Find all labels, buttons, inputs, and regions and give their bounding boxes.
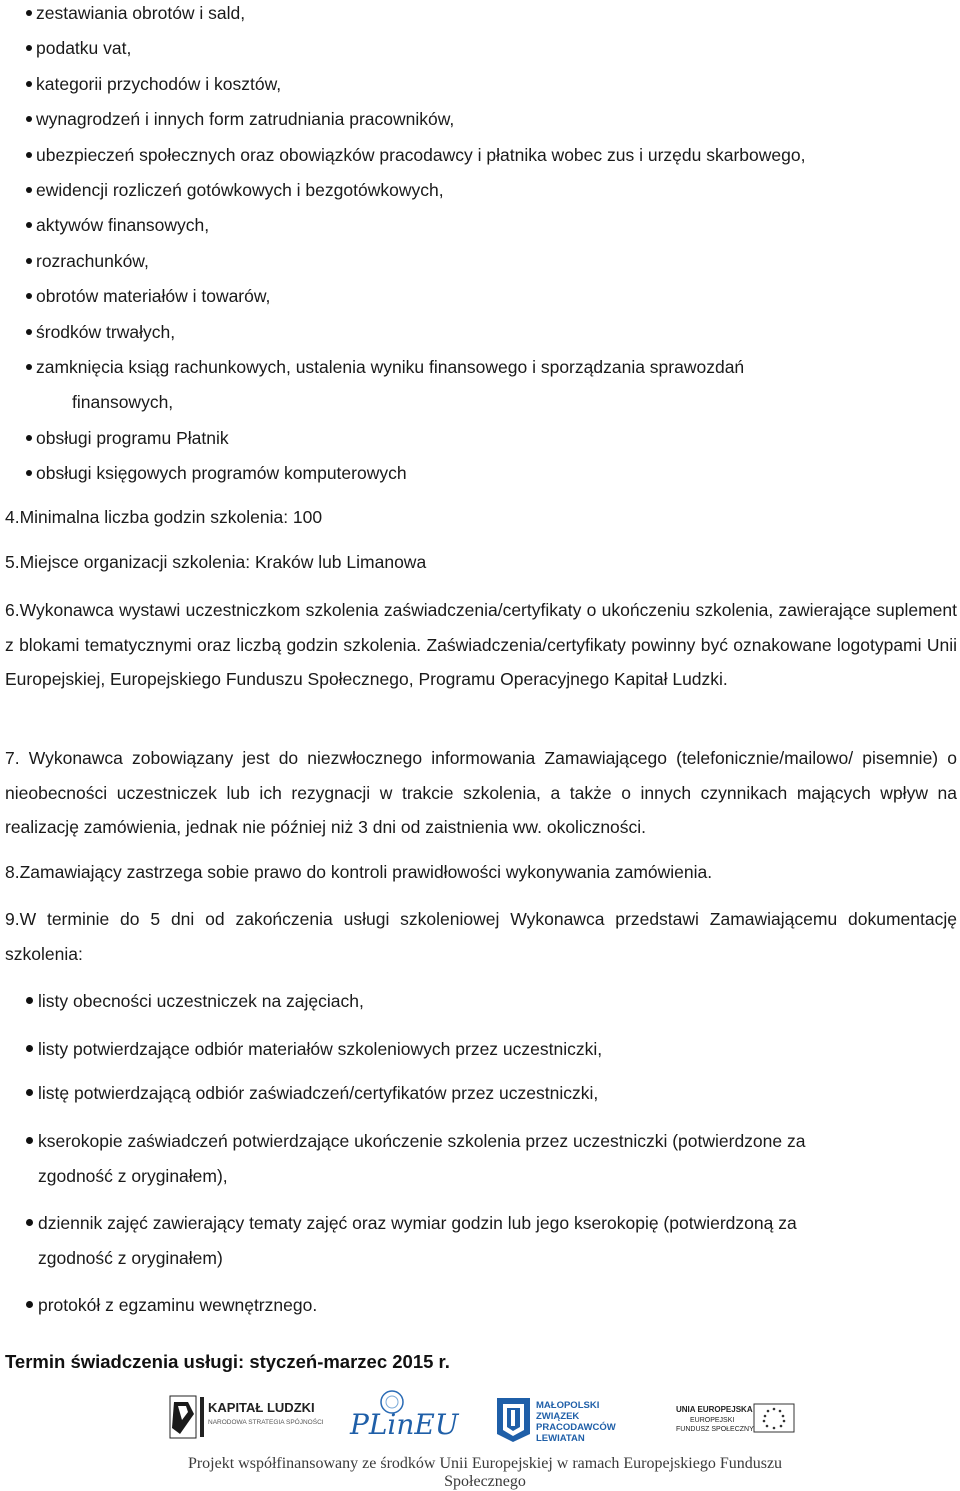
service-term: Termin świadczenia usługi: styczeń-marzec 2015 r.	[5, 1351, 450, 1372]
list-item: obrotów materiałów i towarów,	[24, 283, 944, 318]
bullet-icon	[26, 364, 32, 370]
bullet-icon	[26, 329, 32, 335]
bullet-icon	[26, 293, 32, 299]
bullet-icon	[26, 222, 32, 228]
mzpl-logo	[497, 1398, 530, 1442]
item-6-paragraph: 6.Wykonawca wystawi uczestniczkom szkolenia zaświadczenia/certyfikaty o ukończeniu szkolenia, zawierające suplement z blokami tematycznymi oraz liczbą godzin szkolenia. Zaświadczenia/certyfikaty powinny być oznakowane logotypami Unii Europejskiej, Europejskiego Funduszu Społecznego, Programu Operacyjnego Kapitał Ludzki.	[5, 600, 957, 689]
list-item: dziennik zajęć zawierający tematy zajęć oraz wymiar godzin lub jego kserokopię (potwierdzoną za zgodność z oryginałem)	[24, 1206, 958, 1288]
ue-line3: FUNDUSZ SPOŁECZNY	[676, 1426, 754, 1433]
list-item: aktywów finansowych,	[24, 212, 944, 247]
kapital-ludzki-logo	[170, 1396, 204, 1438]
bullet-icon	[26, 1219, 33, 1226]
kl-sub: NARODOWA STRATEGIA SPÓJNOŚCI	[208, 1419, 324, 1426]
list-item: ubezpieczeń społecznych oraz obowiązków pracodawcy i płatnika wobec zus i urzędu skarbowego,	[24, 142, 944, 177]
bullet-icon	[26, 10, 32, 16]
bullet-icon	[26, 1301, 33, 1308]
item-7-paragraph: 7. Wykonawca zobowiązany jest do niezwłocznego informowania Zamawiającego (telefonicznie/mailowo/ pisemnie) o nieobecności uczestniczek lub ich rezygnacji w trakcie szkolenia, a także o innych czynnikach mających wpływ na realizację zamówienia, jednak nie później niż 3 dni od zaistnienia ww. okoliczności.	[5, 748, 957, 837]
item-9-paragraph: 9.W terminie do 5 dni od zakończenia usługi szkoleniowej Wykonawca przedstawi Zamawiającemu dokumentację szkolenia:	[5, 909, 957, 964]
bullet-icon	[26, 1045, 33, 1052]
list-item: ewidencji rozliczeń gotówkowych i bezgotówkowych,	[24, 177, 944, 212]
top-bullet-list	[24, 0, 944, 495]
bullet-icon	[26, 435, 32, 441]
list-item: listę potwierdzającą odbiór zaświadczeń/certyfikatów przez uczestniczki,	[24, 1076, 958, 1124]
list-item: listy obecności uczestniczek na zajęciach,	[24, 984, 958, 1032]
list-item: podatku vat,	[24, 35, 944, 70]
bullet-icon	[26, 258, 32, 264]
item-4: 4.Minimalna liczba godzin szkolenia: 100	[5, 507, 323, 527]
list-item: wynagrodzeń i innych form zatrudniania pracowników,	[24, 106, 944, 141]
list-item: zestawiania obrotów i sald,	[24, 0, 944, 35]
bullet-icon	[26, 187, 32, 193]
list-item: listy potwierdzające odbiór materiałów szkoleniowych przez uczestniczki,	[24, 1032, 958, 1076]
list-item: protokół z egzaminu wewnętrznego.	[24, 1288, 958, 1332]
list-item: zamknięcia ksiąg rachunkowych, ustalenia wyniku finansowego i sporządzania sprawozdań	[24, 354, 944, 389]
logo-strip	[0, 1390, 960, 1450]
list-item: kserokopie zaświadczeń potwierdzające ukończenie szkolenia przez uczestniczki (potwierdzone za zgodność z oryginałem),	[24, 1124, 958, 1206]
bullet-icon	[26, 470, 32, 476]
list-item-continuation: finansowych,	[72, 392, 174, 413]
kl-title: KAPITAŁ LUDZKI	[208, 1400, 315, 1415]
documentation-list	[24, 984, 958, 1332]
mzpl-line2: ZWIĄZEK	[536, 1411, 580, 1422]
list-item: środków trwałych,	[24, 319, 944, 354]
bullet-icon	[26, 116, 32, 122]
list-item: rozrachunków,	[24, 248, 944, 283]
mzpl-line3: PRACODAWCÓW	[536, 1422, 616, 1433]
item-5: 5.Miejsce organizacji szkolenia: Kraków lub Limanowa	[5, 552, 427, 572]
bullet-icon	[26, 152, 32, 158]
bullet-icon	[26, 1089, 33, 1096]
eu-flag-icon	[754, 1404, 794, 1432]
item-8-paragraph: 8.Zamawiający zastrzega sobie prawo do kontroli prawidłowości wykonywania zamówienia.	[5, 862, 713, 882]
list-item: obsługi księgowych programów komputerowych	[24, 460, 944, 495]
bullet-icon	[26, 997, 33, 1004]
list-item: kategorii przychodów i kosztów,	[24, 71, 944, 106]
mzpl-line4: LEWIATAN	[536, 1433, 585, 1444]
bullet-icon	[26, 45, 32, 51]
list-item: obsługi programu Płatnik	[24, 425, 944, 460]
mzpl-line1: MAŁOPOLSKI	[536, 1400, 600, 1411]
plineu-text: PLinEU	[350, 1408, 459, 1441]
cofinancing-footer: Projekt współfinansowany ze środków Unii Europejskiej w ramach Europejskiego Funduszu Społecznego	[187, 1455, 783, 1490]
ue-line1: UNIA EUROPEJSKA	[676, 1405, 753, 1414]
ue-line2: EUROPEJSKI	[690, 1417, 735, 1424]
bullet-icon	[26, 81, 32, 87]
logos-svg	[0, 1390, 960, 1450]
bullet-icon	[26, 1137, 33, 1144]
